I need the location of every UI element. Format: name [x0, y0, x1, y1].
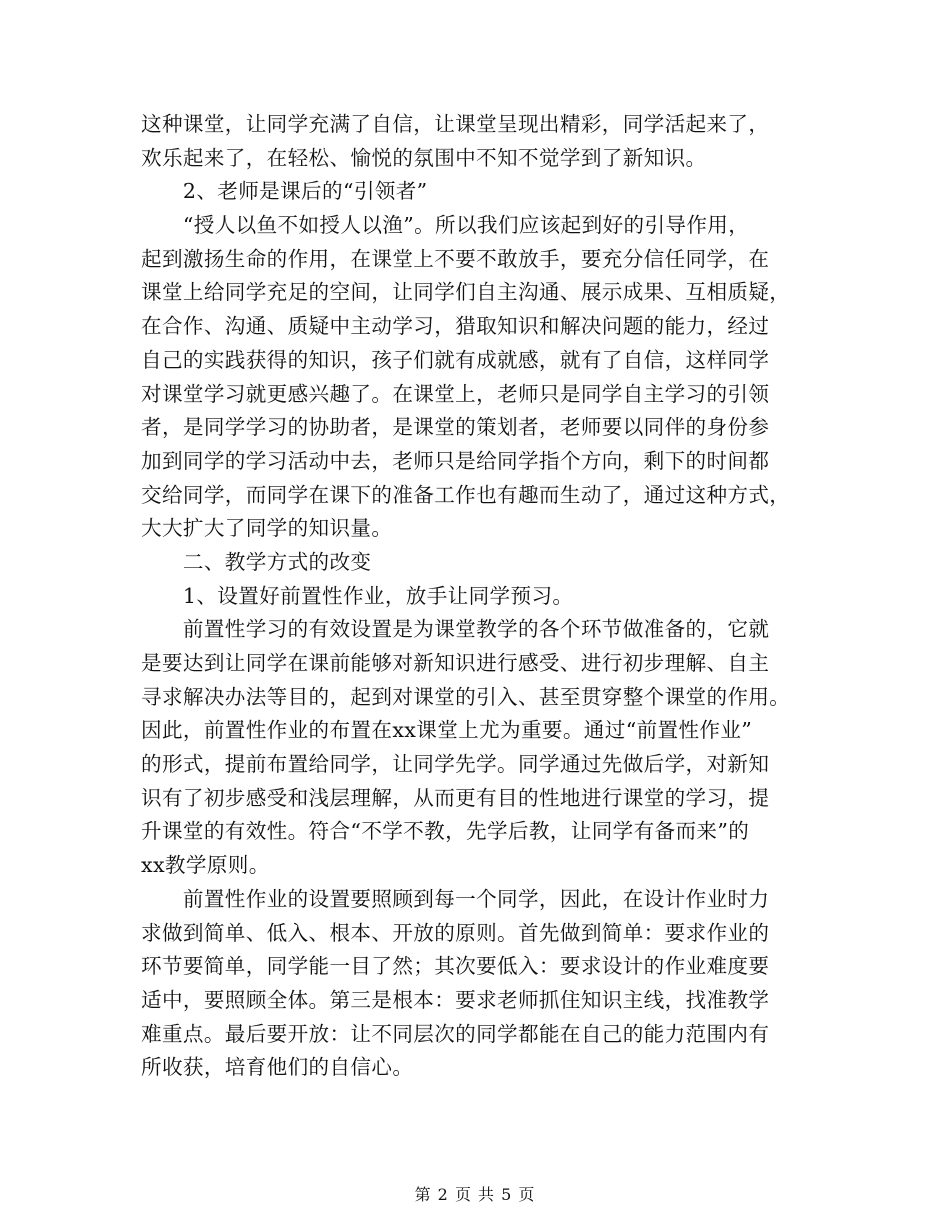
section-heading: 二、教学方式的改变	[141, 549, 372, 574]
section-heading: 1、设置好前置性作业，放手让同学预习。	[141, 583, 574, 608]
text-line: 者，是同学学习的协助者，是课堂的策划者，老师要以同伴的身份参	[141, 415, 770, 440]
text-line: 求做到简单、低入、根本、开放的原则。首先做到简单：要求作业的	[141, 920, 770, 945]
body-text	[141, 108, 811, 1085]
text-line: xx教学原则。	[141, 853, 270, 878]
text-line: 因此，前置性作业的布置在xx课堂上尤为重要。通过“前置性作业”	[141, 718, 753, 743]
section-heading: 2、老师是课后的“引领者”	[141, 179, 428, 204]
text-line: 所收获，培育他们的自信心。	[141, 1055, 414, 1080]
text-line: 环节要简单，同学能一目了然；其次要低入：要求设计的作业难度要	[141, 954, 770, 979]
text-line: 课堂上给同学充足的空间，让同学们自主沟通、展示成果、互相质疑，	[141, 280, 791, 305]
text-line: 加到同学的学习活动中去，老师只是给同学指个方向，剩下的时间都	[141, 448, 770, 473]
text-line: 交给同学，而同学在课下的准备工作也有趣而生动了，通过这种方式，	[141, 482, 791, 507]
text-line: 前置性作业的设置要照顾到每一个同学，因此，在设计作业时力	[141, 886, 770, 911]
text-line: 在合作、沟通、质疑中主动学习，猎取知识和解决问题的能力，经过	[141, 314, 770, 339]
text-line: 升课堂的有效性。符合“不学不教，先学后教，让同学有备而来”的	[141, 819, 750, 844]
text-line: 适中，要照顾全体。第三是根本：要求老师抓住知识主线，找准教学	[141, 987, 770, 1012]
text-line: 是要达到让同学在课前能够对新知识进行感受、进行初步理解、自主	[141, 651, 770, 675]
text-line: 起到激扬生命的作用，在课堂上不要不敢放手，要充分信任同学，在	[141, 246, 770, 271]
text-line: 前置性学习的有效设置是为课堂教学的各个环节做准备的，它就	[141, 617, 770, 642]
text-line: 识有了初步感受和浅层理解，从而更有目的性地进行课堂的学习，提	[141, 785, 770, 810]
text-line: 难重点。最后要开放：让不同层次的同学都能在自己的能力范围内有	[141, 1021, 770, 1046]
text-line: 自己的实践获得的知识，孩子们就有成就感，就有了自信，这样同学	[141, 347, 770, 372]
text-line: 寻求解决办法等目的，起到对课堂的引入、甚至贯穿整个课堂的作用。	[141, 684, 791, 709]
text-line: 欢乐起来了，在轻松、愉悦的氛围中不知不觉学到了新知识。	[141, 145, 707, 170]
text-line: 对课堂学习就更感兴趣了。在课堂上，老师只是同学自主学习的引领	[141, 381, 770, 406]
text-line: 大大扩大了同学的知识量。	[141, 516, 393, 541]
page-footer: 第 2 页 共 5 页	[414, 1185, 536, 1204]
text-line: 的形式，提前布置给同学，让同学先学。同学通过先做后学，对新知	[141, 752, 770, 777]
text-line: 这种课堂，让同学充满了自信，让课堂呈现出精彩，同学活起来了，	[141, 112, 770, 136]
text-line: “授人以鱼不如授人以渔”。所以我们应该起到好的引导作用，	[141, 213, 750, 238]
